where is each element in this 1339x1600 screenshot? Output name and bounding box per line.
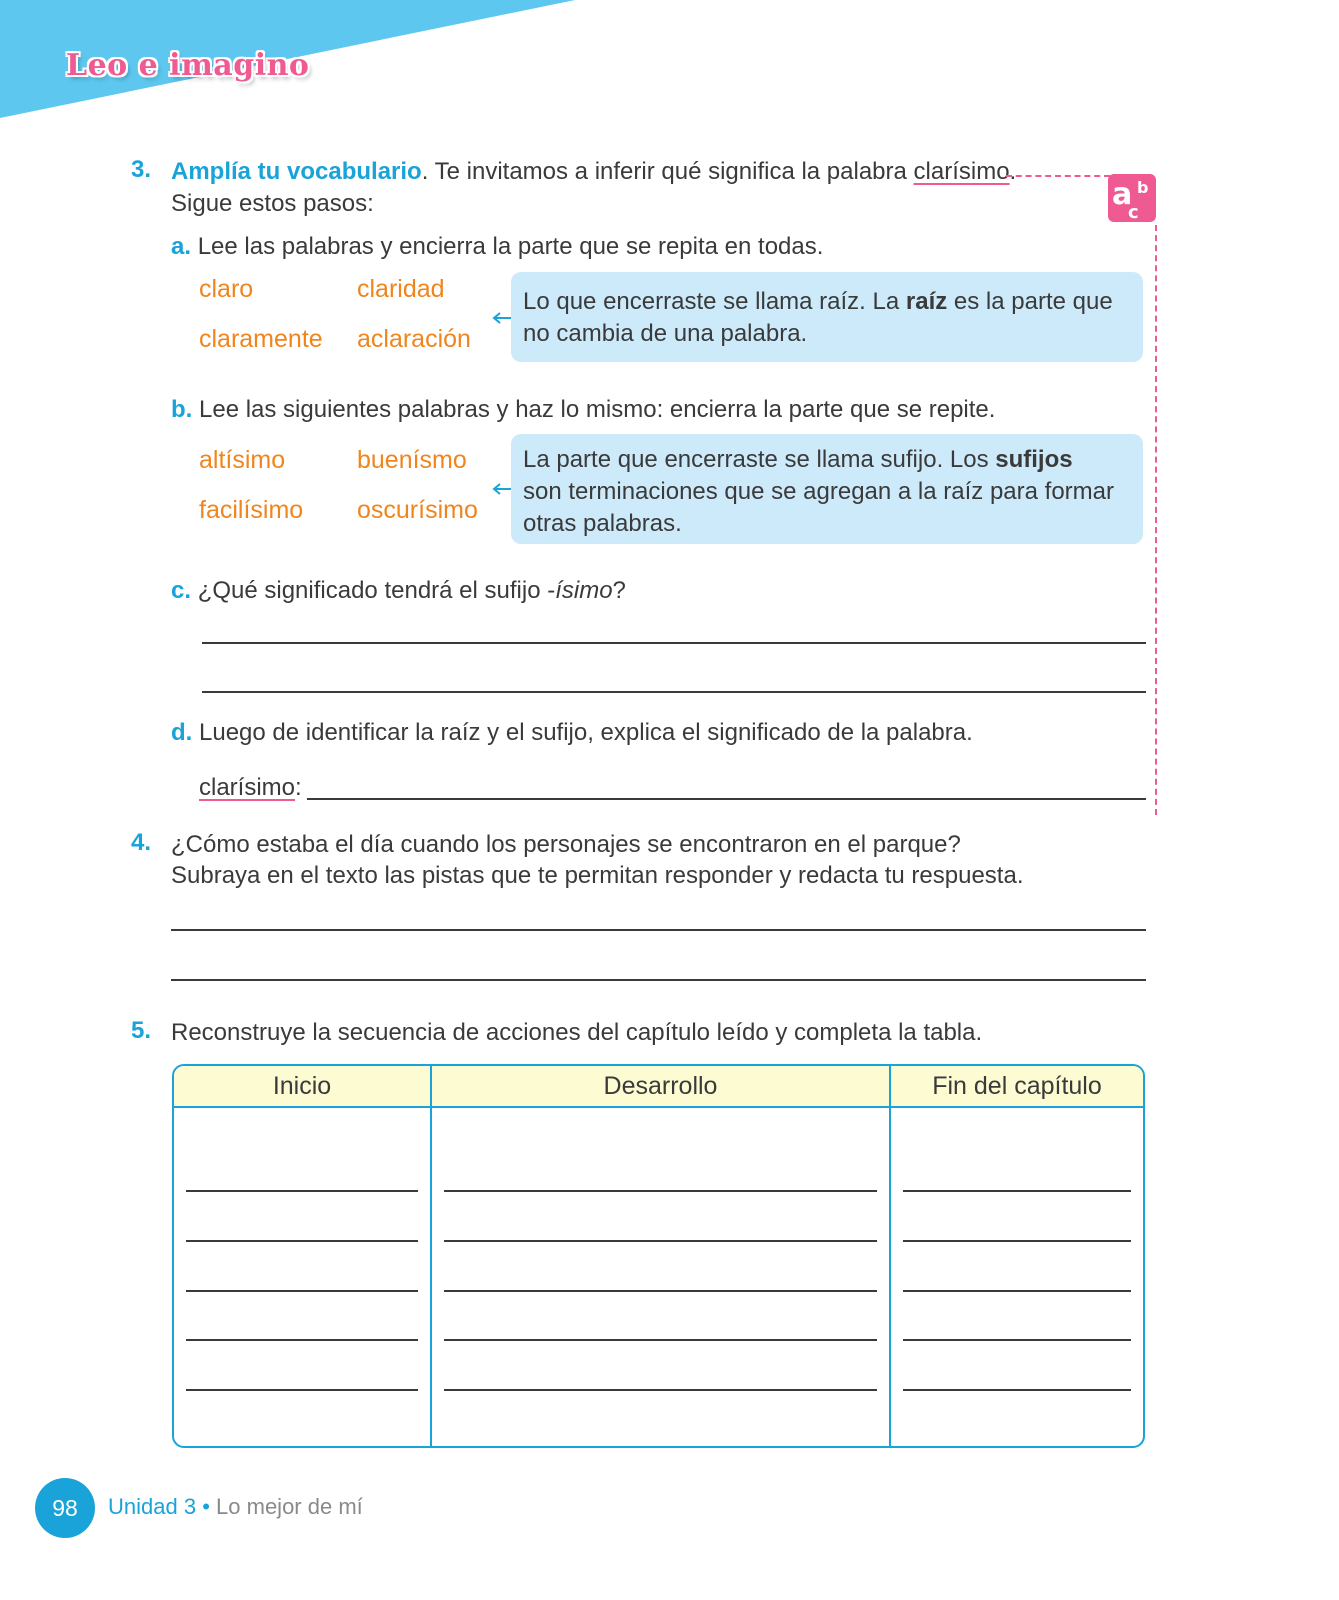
raiz-box-text-1: Lo que encerraste se llama raíz. La (523, 288, 906, 315)
sufijo-box-text-1: La parte que encerraste se llama sufijo. Los (523, 446, 996, 473)
item-3c-end: ? (612, 577, 626, 604)
question-3-line2: Sigue estos pasos: (171, 190, 374, 217)
question-3-text: . Te invitamos a inferir qué significa la palabra (421, 158, 914, 185)
word-aclaracion: aclaración (357, 325, 471, 353)
item-3a (171, 231, 823, 263)
question-3-number: 3. (131, 156, 152, 183)
word-claridad: claridad (357, 275, 445, 303)
cell-inicio[interactable] (174, 1108, 430, 1446)
arrow-left-icon (492, 482, 512, 496)
sequence-table (172, 1064, 1145, 1448)
column-header-desarrollo: Desarrollo (430, 1066, 889, 1108)
word-claramente: claramente (199, 325, 323, 353)
definition-box-raiz (511, 272, 1143, 362)
word-facilisimo: facilísimo (199, 496, 304, 524)
item-3c (171, 575, 626, 607)
question-3-end: . (1009, 158, 1017, 185)
footer-unit-label: Unidad 3 (108, 1494, 197, 1519)
answer-colon: : (295, 774, 302, 801)
definition-box-sufijo (511, 434, 1143, 544)
answer-label-clarisimo (199, 772, 302, 804)
word-claro: claro (199, 275, 254, 303)
term-sufijos: sufijos (995, 446, 1073, 473)
item-3d-label: d. (171, 719, 193, 746)
cell-fin[interactable] (889, 1108, 1143, 1446)
word-buenismo: buenísmo (357, 446, 467, 474)
question-3-title: Amplía tu vocabulario (171, 158, 422, 185)
item-3b-label: b. (171, 396, 193, 423)
keyword-clarisimo: clarísimo (913, 158, 1010, 185)
word-altisimo: altísimo (199, 446, 286, 474)
question-4-line1: ¿Cómo estaba el día cuando los personajes se encontraron en el parque? (171, 831, 961, 858)
question-4-line2: Subraya en el texto las pistas que te permitan responder y redacta tu respuesta. (171, 862, 1024, 889)
question-4-number: 4. (131, 829, 152, 856)
item-3d-text: Luego de identificar la raíz y el sufijo, explica el significado de la palabra. (199, 719, 973, 746)
answer-line-3c-1[interactable] (202, 642, 1146, 644)
page-number: 98 (35, 1478, 95, 1538)
answer-line-3c-2[interactable] (202, 691, 1146, 693)
svg-text:c: c (1128, 202, 1139, 222)
section-logo: Leo e imagino (66, 48, 310, 83)
item-3c-label: c. (171, 577, 192, 604)
footer-unit-title: Lo mejor de mí (216, 1494, 363, 1519)
column-header-inicio: Inicio (174, 1066, 430, 1108)
footer-unit (108, 1494, 363, 1520)
svg-text:a: a (1112, 177, 1133, 212)
raiz-box-text-3: no cambia de una palabra. (523, 320, 808, 347)
item-3c-text: ¿Qué significado tendrá el sufijo - (197, 577, 556, 604)
arrow-left-icon (492, 311, 512, 325)
answer-line-3d[interactable] (307, 798, 1146, 800)
answer-line-4-1[interactable] (171, 929, 1146, 931)
item-3a-text: Lee las palabras y encierra la parte que se repita en todas. (197, 233, 824, 260)
term-raiz: raíz (905, 288, 948, 315)
sufijo-box-text-3: otras palabras. (523, 510, 682, 537)
raiz-box-text-2: es la parte que (947, 288, 1113, 315)
question-5-number: 5. (131, 1017, 152, 1044)
item-3a-label: a. (171, 233, 192, 260)
svg-text:b: b (1137, 178, 1149, 197)
item-3b-text: Lee las siguientes palabras y haz lo mismo: encierra la parte que se repite. (199, 396, 996, 423)
item-3d (171, 717, 973, 749)
suffix-isimo: ísimo (555, 577, 613, 604)
item-3b (171, 394, 995, 426)
column-header-fin: Fin del capítulo (889, 1066, 1143, 1108)
abc-vocabulary-icon (1108, 174, 1156, 222)
cell-desarrollo[interactable] (430, 1108, 889, 1446)
dashed-connector-horizontal (1006, 175, 1110, 177)
dashed-connector-vertical (1155, 225, 1157, 815)
word-oscurisimo: oscurísimo (357, 496, 478, 524)
question-3-prompt (171, 156, 1016, 188)
footer-bullet: • (202, 1494, 210, 1519)
answer-line-4-2[interactable] (171, 979, 1146, 981)
question-5-text: Reconstruye la secuencia de acciones del capítulo leído y completa la tabla. (171, 1019, 983, 1046)
sufijo-box-text-2: son terminaciones que se agregan a la raíz para formar (523, 478, 1114, 505)
keyword-clarisimo-answer: clarísimo (199, 774, 296, 801)
